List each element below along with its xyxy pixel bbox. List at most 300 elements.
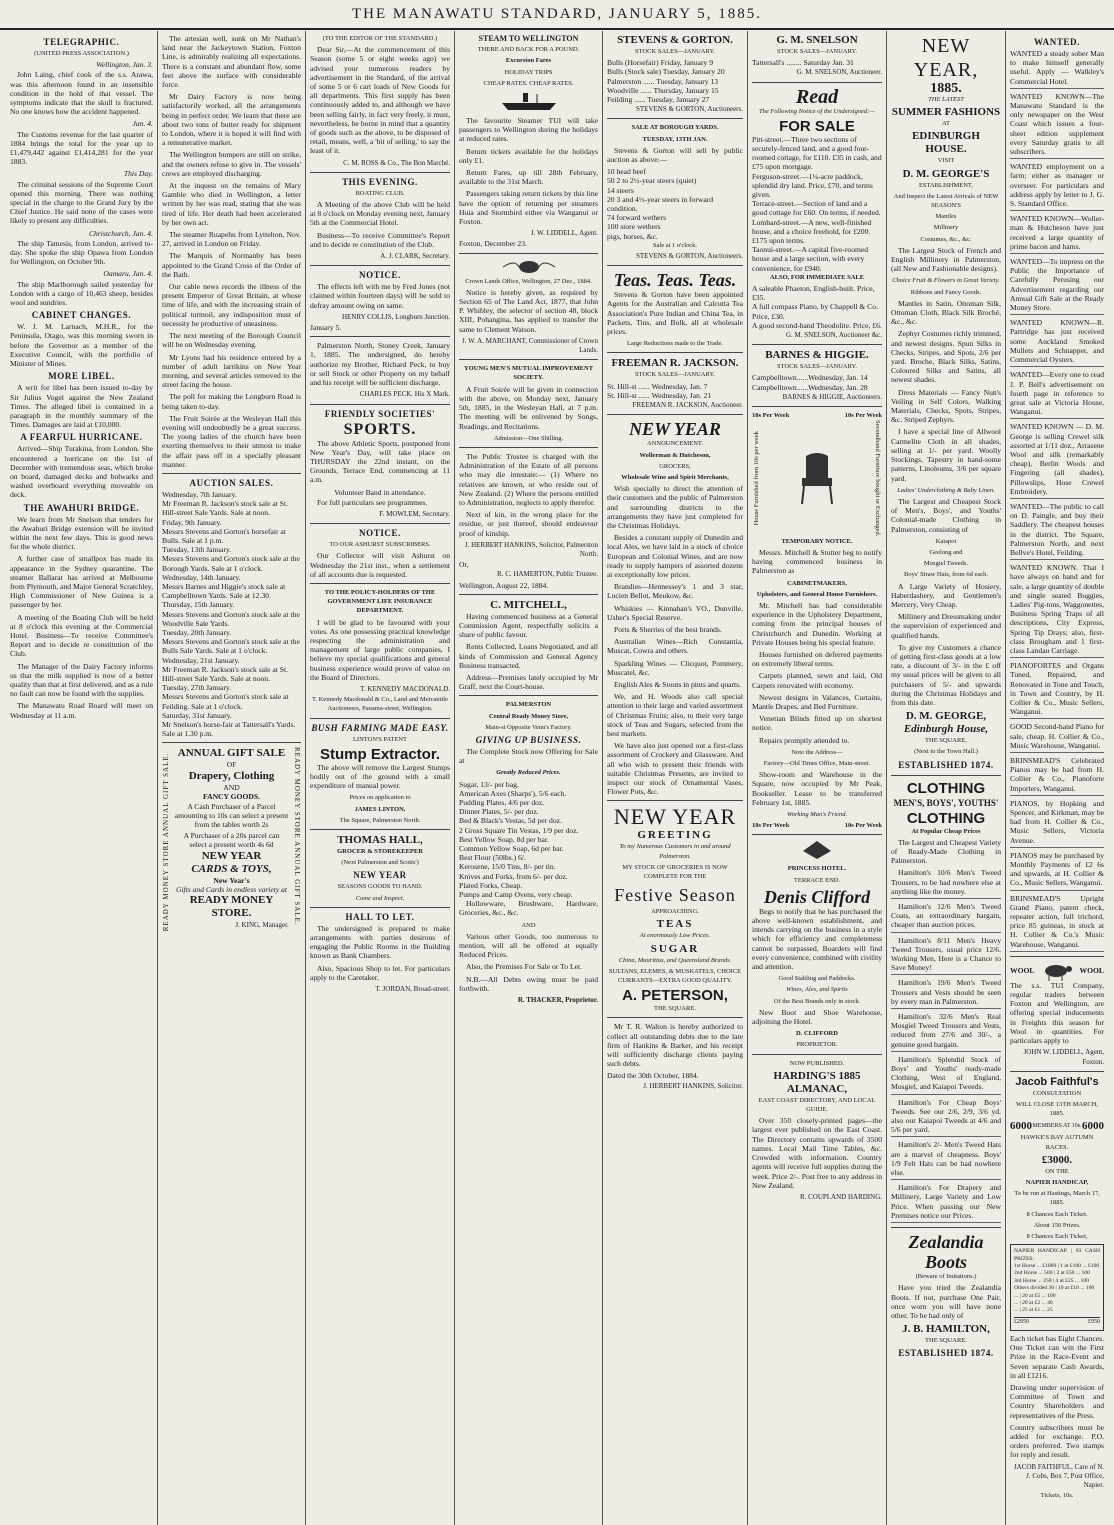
paragraph: Australian Wines—Rich Constantia, Muscat, Cowra and others. [607,637,743,656]
the-square-2: THE SQUARE. [925,1337,967,1345]
sale-line: Woodville ...... Thursday, January 15 [607,85,719,95]
paragraph: Volunteer Band in attendance. [334,487,426,497]
wanted-heading: WANTED. [1034,37,1080,47]
prize-row: 3rd Horse ... 250 | 4 at £25 ... 100 [1014,1277,1089,1284]
paragraph: We learn from Mr Snelson that tenders for the Awahuri Bridge extension will be invited within the next few days. This is good news for the whole district. [10,514,153,552]
classified-ad: WANTED employment on a farm; either as manager or overseer. For particulars and address apply by letter to J. G. S. Standard Office. [1010,162,1104,211]
established-1874: ESTABLISHED 1874. [898,759,994,770]
stock-item: 20 3 and 4½-year steers in forward condition. [607,194,714,214]
divider [752,82,882,83]
cards-toys: CARDS & TOYS, [191,863,272,876]
masthead: THE MANAWATU STANDARD, JANUARY 5, 1885. [0,0,1114,30]
stock-complete: MY STOCK OF GROCERIES IS NOW COMPLETE FOR THE [622,863,728,881]
price-item: 2 Gross Square Tin Vestas, 1/9 per doz. [459,825,579,835]
bh-stock-sales: STOCK SALES—JANUARY. [777,363,857,371]
divider [607,352,743,353]
for-sale-item: Taonui-street.—A capital five-roomed house and a large section, with every convenience, for £940. [752,245,869,273]
signature: T. JORDAN, Broad-street. [375,985,450,994]
prize-rows [1014,1248,1100,1315]
prices: Prices on application to [349,794,411,802]
annual-text-2: A Purchaser of a 20s parcel can select a present worth 4s 6d [183,830,280,849]
consultation: CONSULTATION [1032,1089,1082,1097]
sugar: SUGAR [650,942,700,955]
divider [310,829,450,830]
heading-cabinet: CABINET CHANGES. [31,310,132,321]
paragraph: The s.s. TUI Company, regular traders between Foxton and Wellington, are offering special inducements in Freights this season for Wool in quantities. For particulars apply to [1010,980,1104,1046]
classified-ad: PIANOFORTES and Organs Tuned, Repaired, and Renovated in Tone and Touch, in Town and Country, by H. Collier & Co., Music Sellers, Wanganui. [1010,661,1104,719]
paragraph: Stevens & Gorton will sell by public auction as above:— [607,145,743,165]
paragraph: The Public Trustee is charged with the Administration of the Estate of all persons who may die intestate:— (1) Where no relatives are known, or who reside out of New Zealand. (2) Where the persons entitled to Administration, neglects to apply therefor. [459,451,598,507]
paragraph: The Marquis of Normanby has been appointed to the Grand Cross of the Order of the Bath. [162,251,301,279]
paragraph: The next meeting of the Borough Council will be on Wednesday evening. [162,331,301,350]
classified-ad: BRINSMEAD'S Celebrated Pianos may be had from H. Collier & Co., Pianoforte Importers, Wanganui. [1010,756,1104,796]
paragraph: Besides a constant supply of Dunedin and local Ales, we have laid in a stock of choice European and Colonial Wines, and are now ready to supply hampers of assorted dozens at exceptionally low prices. [607,533,743,579]
temporary-notice: TEMPORARY NOTICE. [781,537,853,545]
snelson: G. M. SNELSON [776,34,858,46]
new-year-seasons: NEW YEAR [353,870,407,881]
napier-handicap: NAPIER HANDICAP, [1025,1178,1089,1186]
prizes-sub: 8 Chances Each Ticket, [1026,1232,1088,1240]
new-years: New Year's [213,876,250,886]
lintons-patent: LINTON'S PATENT [352,735,408,743]
jacob-faithful: Jacob Faithful's [1015,1075,1099,1088]
tuesday-13th: TUESDAY, 13TH JAN. [642,135,708,143]
edinburgh-house: EDINBURGH HOUSE. [912,130,980,156]
greatly-reduced: Greatly Reduced Prices. [496,769,561,777]
paragraph: The artesian well, sunk on Mr Nathan's land near the Jackeytown Station, Foxton Line, is admirably realizing all expectations. There is a constant and abundant flow, some feet above the surface with considerable force. [162,34,301,90]
grocers: GROCERS, [659,462,691,470]
paragraph: Messrs. Mitchell & Stutter beg to notify having commenced business in Palmerston as [752,547,882,576]
admission: Admission—One Shilling. [493,434,564,442]
side-left: House Furnished from 10s per week [753,431,760,526]
paragraph: The Largest and Cheapest Stock of Men's, Boys', and Youths' Colonial-made Clothing in Palmerston, consisting of [891,496,1001,534]
teas-2: TEAS [656,918,694,931]
prize-row: NAPIER HANDICAP. | 83 CASH PRIZES. [1014,1248,1100,1262]
paragraph: Houses furnished on deferred payments on extremely liberal terms. [752,649,882,669]
paragraph: W. J. M. Larnach, M.H.R., for the Peninsula, Otago, was this morning sworn in before the Governor as a member of the Executive Council, with the portfolio of Minister of Mines. [10,322,153,369]
auction-sale-line: Messrs Stevens and Gorton's stock sale at the Woodville Sale Yards. [162,609,300,628]
store-address: Main-st Opposite Venn's Factory. [485,723,572,731]
price-item: Best Flour (50lbs.) 6/. [459,853,526,863]
signature: JACOB FAITHFUL, Care of N. J. Cobs, Box 7, Post Office, Napier. [1013,1462,1104,1490]
borough-yards: SALE AT BOROUGH YARDS. [631,124,719,132]
paragraph: The favourite Steamer TUI will take passengers to Wellington during the holidays at reduced rates. [459,116,598,144]
signature: R. THACKER, Proprietor. [517,996,598,1005]
now-published: NOW PUBLISHED. [789,1059,845,1067]
manager-signature: J. KING, Manager. [235,921,289,930]
barnes-higgie: BARNES & HIGGIE. [765,349,869,362]
dateline: Christchurch, Jan. 4. [88,228,153,238]
hamilton-ad: Hamilton's 2/- Men's Tweed Hats are a marvel of cheapness. Boys' 1/9 Felt Hats can be had nowhere else. [891,1140,1001,1180]
gifts-text: Gifts and Cards in endless variety at [175,885,288,895]
d-m-george-2: D. M. GEORGE, [905,710,987,723]
classified-ad: WANTED—Every one to read J. P. Bell's advertisement on fourth page in reference to great sale at Victoria House, Wanganui. [1010,370,1104,419]
price-list [459,780,598,900]
signature: J. HERBERT HANKINS, Solicitor. [643,1081,743,1090]
mosgiel: Mosgiel Tweeds. [923,560,969,568]
dateline: Wellington, Jan. 3. [96,60,153,70]
paragraph: A further case of smallpox has made its appearance in the Sydney quarantine. The steamer Ballarat has arrived at Melbourne from Plymouth, and Major General Scratchley, High Commissioner of New Guinea is a passenger by her. [10,554,153,610]
d-clifford: D. CLIFFORD [796,1030,838,1038]
closes: WILL CLOSE 13TH MARCH, 1885. [1015,1100,1099,1118]
paragraph: A Large Variety of Hosiery, Haberdashery, and Gentlemen's Mercery, Very Cheap. [891,581,1001,609]
signature: G. M. SNELSON, Auctioneer. [796,68,882,77]
paragraph: A Meeting of the above Club will be held at 8 o'clock on Monday evening next, January 5th at the Commercial Hotel. [310,200,450,228]
and: AND [521,921,536,929]
dateline: Jan. 4. [132,119,153,129]
fj-sales-list [607,382,743,400]
auction-sale-line: Mr Snelson's horse-fair at Tattersall's Yards. Sale at 1.30 p.m. [162,720,296,739]
sale-line: Campbelltown......Wednesday, Jan. 14 [752,373,868,383]
paragraph: To give my Customers a chance of getting first-class goods at a low rate, a discount of 3/- in the £ off my usual prices will be given to all purchasers of 5/- and upwards during the Christmas Holidays and from this date. [891,642,1001,707]
next-town-hall: (Next to the Town Hall.) [914,748,978,756]
sale-line: Bulls (Stock sale) Tuesday, January 20 [607,67,725,77]
wool-row [1010,961,1104,981]
excursion-fares: Excursion Fares [505,57,552,65]
paragraph: Palmerston North, Stoney Creek, January 1, 1885. The undersigned, do hereby authorize my Brother, Richard Peck, to buy or sell Stock or other Property on my behalf and his receipt will be sufficient discharge. [310,341,450,388]
denis-clifford: Denis Clifford [763,886,871,907]
classified-ad: GOOD Second-hand Piano for sale, cheap. H. Collier & Co., Music Warehouse, Wanganui. [1010,722,1104,753]
prize-row: ... | 20 at £5 ... 100 [1014,1292,1056,1299]
date: Dated the 30th October, 1884. [607,1071,699,1081]
paragraph: Mr Lyons had his residence entered by a number of adult larrikins on New Year morning, and several articles removed to the street facing the house. [162,352,301,390]
annual-fancy: FANCY GOODS. [203,791,260,801]
paragraph: Over 350 closely-printed pages—the largest ever published on the East Coast. The Directory contains upwards of 3500 names. Local Mail Time Tables, &c. Crowded with information. Country agents will receive full supplies during the week. Price 2/-. Post free to any address in New Zealand. [752,1116,882,1190]
price-item: Pumps and Camp Ovens, very cheap. [459,890,573,900]
hamilton-ad: Hamilton's 10/6 Men's Tweed Trousers, to be had nowhere else at anything like the money. [891,868,1001,899]
wool-right: WOOL [1079,966,1104,976]
sale-time: Sale at 1 o'clock. [652,241,698,249]
divider [310,907,450,908]
auction-sale-line: Messrs Stevens and Gorton's stock sale at Feilding. Sale at 1 o'clock. [162,692,289,711]
paragraph: Business—To receive Committee's Report and to decide re constitution of the Club. [310,230,450,249]
wholesale: Wholesale Wine and Spirit Merchants, [621,473,729,481]
divider [310,265,450,266]
visit: VISIT [937,157,955,165]
paragraph: Rents Collected, Loans Negotiated, and all kinds of Commission and General Agency Business transacted. [459,642,598,670]
mantles: Mantles [935,213,957,221]
annual-text-1: A Cash Purchaser of a Parcel amounting to 10s can select a present from the tables worth 2s [174,802,289,830]
hamilton-ad: Hamilton's Splendid Stock of Boys' and Youths' ready-made Clothing, West of England, Mosgiel, and Kaiapoi Tweeds. [891,1055,1001,1095]
classified-ad: BRINSMEAD'S Upright Grand Piano, patent check, repeater action, full trichord, price 85 guineas, in stock at H. Collier & Co.'s Music Warehouse, Wanganui. [1010,894,1104,952]
divider [310,172,450,173]
summer-fashions: SUMMER FASHIONS [891,106,1001,119]
auction-sale-line: Wednesday, 7th January. [162,489,237,499]
on-the: ON THE [1045,1167,1069,1175]
paragraph: Our cable news records the illness of the present Emperor of Great Britain, at whose time of life, and with the increasing strain of political turmoil, any indisposition must of necessity be productive of uneasiness. [162,282,301,328]
best-brands: Of the Best Brands only in stock. [773,997,861,1005]
chair-icon [794,452,840,506]
boating-club: BOATING CLUB. [355,189,405,197]
paragraph: Also, Spacious Shop to let. For particulars apply to the Caretaker, [310,963,450,982]
per-week-row-2 [752,821,882,830]
prize-3000: £3000. [1041,1153,1073,1166]
divider [459,695,598,696]
assoc-note: (UNITED PRESS ASSOCIATION.) [34,50,129,57]
classified-ad: WANTED KNOWN—The Manawatu Standard is the only newspaper on the West Coast which issues a four-sheet edition supplement every Saturday gratis to all subscribers. [1010,92,1104,159]
paragraph: Venetian Blinds fitted up on shortest notice. [752,714,882,733]
paragraph: The Manawatu Road Board will meet on Wednesday at 11 a.m. [10,701,153,720]
members-left: 6000 [1010,1120,1032,1133]
paragraph: Mantles in Satin, Ottoman Silk, Ottoman Cloth, Black Silk Broché, &c., &c. [891,298,1001,327]
sale-line: Palmerston ...... Tuesday, January 13 [607,76,719,86]
price-item: Sugar, 13/- per bag. [459,779,519,789]
hamilton-ad: Hamilton's For Cheap Boys' Tweeds. See our 2/6, 2/9, 3/6 yd. also our Kaiapoi Tweeds at 4/6 and 5/6 per yard. [891,1098,1001,1138]
classified-ad: WANTED KNOWN. That I have always on hand and for sale, a large quantity of double and single seated Buggies, Ladies' Pig-tons, Waggonettes, Business Spring Traps of all descriptions, City Express, Spring Tip Drays; also, first-class Brougham and 1 first-class Landau Carriage. [1010,563,1104,658]
paragraph: Mr. Mitchell has had considerable experience in the Upholstery Department, coming from the principal houses of Christchurch and Dunedin. Working at Private Houses being his special feature. [752,600,882,647]
stock-item: pigs, horses, &c. [607,231,658,241]
heading-libel: MORE LIBEL. [48,371,115,382]
signature: J. W. A. MARCHANT, Commissioner of Crown Lands. [462,336,598,355]
divider [162,742,301,743]
the-latest: THE LATEST [928,96,964,103]
new-year-greeting: NEW YEAR [613,804,737,830]
beware: (Beware of Imitations.) [915,1273,977,1281]
wines-ales: Wines, Ales, and Spirits [786,986,848,994]
divider [752,344,882,345]
paragraph: The poll for making the Longburn Road is being taken to-day. [162,392,301,411]
straw-hats: Boys' Straw Hats, from 6d each. [903,571,989,579]
stock-item: 100 store wethers [607,222,661,232]
hamilton-list [891,868,1001,1223]
proprietor: PROPRIETOR. [796,1041,838,1049]
paragraph: Brandies—Hennessey's 1 and 3 star, Lucien Bellot, Meukow, &c. [607,582,743,601]
heading-friendly: FRIENDLY SOCIETIES' [324,408,436,419]
hotel-crest-icon [752,839,882,861]
ready-money-store: READY MONEY STORE. [189,894,274,920]
tattersalls: Tattersall's ........ Saturday Jan. 31 [752,58,854,68]
total-left: £2950 [1014,1318,1029,1325]
established-1874-2: ESTABLISHED 1874. [898,1348,994,1359]
paragraph: A writ for libel has been issued to-day by Sir Julius Vogel against the New Zealand Times. The alleged libel is contained in a paragraph in the monthly summary of the Times. Damages are laid at £10,000. [10,383,153,430]
paragraph: Millinery and Dressmaking under the supervision of experienced and qualified hands. [891,612,1001,640]
holiday-trips: HOLIDAY TRIPS [504,68,553,76]
signature: J. W. LIDDELL, Agent. [530,229,598,238]
paragraph: Address—Premises lately occupied by Mr Graff, next the Court-house. [459,672,598,692]
annual-and: AND [223,782,240,792]
east-coast-directory: EAST COAST DIRECTORY, AND LOCAL GUIDE. [758,1096,876,1114]
paragraph: Mr Dairy Factory is now being satisfactorily worked, all the arrangements being in perfect order. We learn that there are about two tons of butter ready for shipment to London, where it is hoped it will find with a remunerative market. [162,92,301,148]
column-5 [603,31,748,1525]
policy-holders: TO THE POLICY-HOLDERS OF THE GOVERNMENT LIFE INSURANCE DEPARTMENT. [324,588,436,615]
column-4 [455,31,603,1525]
for-sale-item: Pitt-street.—Three two sections of securely-fenced land, and a good four-roomed cottage, for £110. £35 in cash, and £75 upon mortgage. [752,134,882,172]
classified-ad: WANTED KNOWN—Woller-man & Hutcheson have just received a large quantity of prime bacon and hams. [1010,214,1104,254]
inspect: And Inspect the Latest Arrivals of NEW SEASON'S [893,192,999,210]
signature: A. J. CLARK, Secretary. [380,252,450,261]
paragraph: Various other Goods, too numerous to mention, will all be offered at equally Reduced Prices. [459,931,598,960]
jb-hamilton: J. B. HAMILTON, [902,1323,990,1336]
d-m-george: D. M. GEORGE'S [902,167,990,180]
paragraph: For full particulars see programmes. [317,497,428,507]
price-item: Plated Forks, Cheap. [459,880,523,890]
auction-sale-line: Wednesday, 14th January. [162,572,241,582]
auction-sale-line: Saturday, 31st January. [162,710,232,720]
ashurst: TO OUR ASHURST SUBSCRIBERS. [329,541,431,549]
a-peterson: A. PETERSON, [622,987,728,1005]
paragraph: The above will remove the Largest Stumps bodily out of the ground with a small expenditure of manual power. [310,762,450,791]
auction-sale-line: Messrs Stevens and Gorton's stock sale at the Bulls Sale Yards. Sale at 1 o'clock. [162,637,300,656]
paragraph: The above Athletic Sports, postponed from New Year's Day, will take place on THURSDAY the 22nd instant, on the Grounds, Terrace End, commencing at 11 a.m. [310,438,450,485]
mens-boys-youths: MEN'S, BOYS', YOUTHS' [893,797,999,808]
divider [752,1054,882,1055]
price-item: Best Yellow Soap, 8d per bar. [459,834,549,844]
low-prices: At enormously Low Prices. [639,932,711,940]
divider [891,775,1001,776]
zealandia-boots: Zealandia Boots [908,1232,984,1273]
ymmi: YOUNG MEN'S MUTUAL IMPROVEMENT SOCIETY. [463,365,594,382]
auction-sale-line: Tuesday, 13th January. [162,545,232,555]
price-item: American Axes (Sharps'), 5/6 each. [459,788,567,798]
announcement: ANNOUNCEMENT. [646,440,704,448]
signature: F. MOWLEM, Secretary. [379,509,450,518]
hamilton-ad: Hamilton's 19/6 Men's Tweed Trousers and Vests should be seen by every man in Palmerston. [891,978,1001,1009]
sugar-brands: China, Mauritius, and Queensland Brands. [618,956,732,964]
bh-sales-list [752,373,882,391]
paragraph: Drawing under supervision of Committee of Town and Country Shareholders and representatives of the Press. [1010,1383,1104,1420]
annual-gift-ad [162,747,301,931]
auction-sale-line: Tuesday, 27th January. [162,683,232,693]
stock-item: 74 forward wethers [607,213,667,223]
the-square: THE SQUARE, [925,737,967,745]
paragraph: John Laing, chief cook of the s.s. Arawa, was this afternoon found in an insensible condition in the hold of that vessel. The symptoms indicate that the skull is fractured. No one knows how the accident happened. [10,70,153,117]
paragraph: The effects left with me by Fred Jones (not claimed within fourteen days) will be sold to defray amount owing on same. [310,282,450,310]
divider [607,1017,743,1018]
furniture-block [752,420,882,536]
signature: BARNES & HIGGIE, Auctioneers. [782,392,882,401]
paragraph: The steamer Ruapehu from Lyttelton, Nov. 27, arrived in London on Friday. [162,230,301,249]
classified-ad: WANTED—The public to call on D. Paingle, and buy their Saddlery. The cheapest houses in the district. The Square, Palmerston North, and next Bellve's Hotel, Feilding. [1010,502,1104,560]
annual-side-right: READY MONEY STORE ANNUAL GIFT SALE. [293,747,301,927]
palmerston: PALMERSTON [505,701,552,709]
price-item: Kerosene, 15/0 Tins, 8/- per tin. [459,862,556,872]
letter: Dear Sir,—At the commencement of this Season (some 5 or eight weeks ago) we advised your numerous readers by advertisement in the Standard, of the arrival of some 5 or 6 cart loads of New Goods for all departments. This first supply has been continuously added to, and although we have been selling fairly, in fact very freely, it must, nevertheless, be borne in mind that a quantity of goods such as the above, to be disposed of retail, means, well, a 'bit of selling,' to say the least of it. [310,45,450,156]
sg-sales-list [607,58,743,104]
divider [459,594,598,595]
stump-extractor: Stump Extractor. [319,745,441,763]
divider [752,834,882,835]
costumes: Costumes, &c., &c. [920,235,972,243]
paragraph: Sparkling Wines — Clicquot, Pommery, Muscatel, &c. [607,658,743,677]
wollerman: Wollerman & Hutcheson, [639,451,711,459]
stock-item: 14 steers [607,185,634,195]
date: Foxton, December 23. [459,239,527,249]
price-item: Pudding Plates, 4/6 per doz. [459,798,545,807]
new-year-1885: NEW YEAR, [913,35,979,81]
divider [310,583,450,584]
prize-row: Others divided 30 | 10 at £10 ... 100 [1014,1285,1095,1292]
paragraph: English Ales & Stouts in pints and quarts. [614,679,741,689]
approaching: APPROACHING. [651,908,699,916]
dateline: This Day. [123,169,153,179]
paragraph: Hollowware, Brushware, Hardware, Groceries, &c., &c. [459,899,598,918]
paragraph: We, and H. Woods also call special attention to their large and varied assortment of Christmas Fruits; also, to their very large stock of Teas and Sugars, selected from the best markets. [607,692,743,738]
paragraph: The Complete Stock now Offering for Sale at [459,746,598,766]
heading-telegraphic: TELEGRAPHIC. [43,37,120,47]
divider [310,336,450,337]
paragraph: Zephyr Costumes richly trimmed, and newest designs. Spun Silks in Checks, Stripes, and Spots, 2/6 per yard. Broche, Black Silks, Satins, Coloured Silks and Satins, all newest shades. [891,329,1001,385]
paragraph: The Customs revenue for the last quarter of 1884 brings the total for the year up to £1,479,442 against £1,414,281 for the year 1883. [10,129,153,167]
come-inspect: Come and Inspect. [355,894,405,902]
fj-stock-sales: STOCK SALES—JANUARY. [635,371,715,379]
motto: Working Man's Friend. [786,811,848,819]
hawkes-bay: HAWKE'S BAY AUTUMN RACES. [1020,1134,1094,1151]
heading-auction-sales: AUCTION SALES. [189,477,274,488]
hamilton-ad: Hamilton's 8/11 Men's Heavy Tweed Trousers, usual price 12/6. Working Men, Here is a Chance to Save Money! [891,936,1001,976]
totals [1014,1317,1100,1327]
read-heading: Read [795,85,839,108]
heading-this-evening: THIS EVENING. [342,176,418,187]
signature: G. M. SNELSON, Auctioneer &c. [785,331,882,340]
auction-sale-line: Mr Freeman R. Jackson's stock sale at St. Hill-street Sale Yards. Sale at noon. [162,664,289,683]
reductions: Large Reductions made to the Trade. [627,340,723,348]
c-mitchell: C. MITCHELL, [490,598,567,611]
divider [310,523,450,524]
divider [162,473,301,474]
column-2 [158,31,306,1525]
paragraph: Begs to notify that he has purchased the above well-known establishment, and intends carrying on the business in a style which for efficiency and completeness cannot be surpassed. Boarders will find every convenience, combined with civility and attention. [752,906,882,972]
classified-ad: PIANOS may be purchased by Monthly Payments of £2 6s and upwards, at H. Collier & Co., Music Sellers, Wanganui. [1010,851,1104,891]
for-sale-item: Lombard-street.—A new, well-finished house, and a choice freehold, for £200. £175 upon terms. [752,217,872,246]
year-1885: 1885. [930,81,962,96]
paragraph: Dress Materials — Fancy Nun's Veiling in Self Colors, Walking Materials, Checks, Spots, Stripes, &c. Striped Zephyrs. [891,387,1001,425]
paragraph: Arrived—Ship Turakina, from London. She encountered a hurricane on the 1st of December with tremendous seas, which broke on board, damaged decks and bulwarks and washed overboard everything moveable on deck. [10,444,153,500]
divider [607,118,743,119]
sn-stock-sales: STOCK SALES—JANUARY. [777,48,857,55]
new-year-heading: NEW YEAR [629,419,721,440]
paragraph: I have a special line of Allwool Carmelite Cloth in all shades, selling at 1/- per yard. Woolly Stockings, Tapestry in hand-some patterns, Linoleums, 3/6 per square yard. [891,427,1001,483]
stevens-gorton: STEVENS & GORTON. [617,34,733,46]
divider [891,1227,1001,1228]
per-week-right: 10s Per Week [844,822,882,830]
auction-sale-line: Tuesday, 20th January. [162,627,232,637]
clothing-heading: CLOTHING [906,779,986,797]
paragraph: Mr T. R. Walton is hereby authorized to collect all outstanding debts due to the late firm of Hankins & Barker, and his receipt will sufficiently discharge clients paying such debts. [607,1022,743,1069]
per-week-row [752,411,882,420]
divider [310,718,450,719]
for-sale-item: Terrace-street.—Section of land and a good cottage for £60. On terms, if needed. [752,199,881,218]
paragraph: Notice is hereby given, as required by Section 65 of The Land Act, 1877, that John P. Whibley, the selector of section 48, block XIII, Pohangina, has applied to transfer the same to Clement Watson. [459,287,598,334]
heading-notice: NOTICE. [359,270,401,281]
paragraph: The undersigned is prepared to make arrangements with parties desirous of engaging the Public Rooms in the Building known as Bank Chambers. [310,923,450,961]
price-item: Bed & Black's Vestas, 5d per doz. [459,816,562,826]
signature: CHARLES PECK. His X Mark. [359,390,450,399]
divider [607,414,743,415]
seasons-goods: SEASONS GOODS TO HAND. [337,883,423,891]
stock-sales: STOCK SALES—JANUARY. [635,48,715,55]
clothing-heading-2: CLOTHING [906,809,986,827]
geelong: Geelong and [929,548,963,556]
date: Wellington, August 22, 1884. [459,580,549,590]
paragraph: Repairs promptly attended to. [759,735,850,745]
borough-list [607,167,743,241]
members-row [1010,1120,1104,1133]
the-square: THE SQUARE. [654,1005,696,1013]
heading-notice-2: NOTICE. [359,528,401,539]
paragraph: The Largest Stock of French and English Millinery in Palmerston, (all New and Fashionable designs). [891,245,1001,274]
divider [1010,956,1104,957]
annual-drapery: Drapery, Clothing [188,769,275,782]
note-address: Note the Address— [791,748,843,756]
linton-address: The Square, Palmerston North. [339,816,421,824]
paragraph: Have you tried the Zealandia Boots. If not, purchase One Pair, once worn you will have none other. To be had only of [891,1283,1001,1320]
divider [310,404,450,405]
cheap-rates: CHEAP RATES. CHEAP RATES. [483,79,574,87]
auction-sale-line: Messrs Barnes and Higgie's stock sale at Campbelltown Yards. Sale at 12.30. [162,581,286,601]
paragraph: Country subscribers must be added for exchange. P.O. orders preferred. Two stamps for reply and result. [1010,1422,1104,1460]
heading-sports: SPORTS. [343,420,417,438]
james-linton: JAMES LINTON, [354,805,406,813]
